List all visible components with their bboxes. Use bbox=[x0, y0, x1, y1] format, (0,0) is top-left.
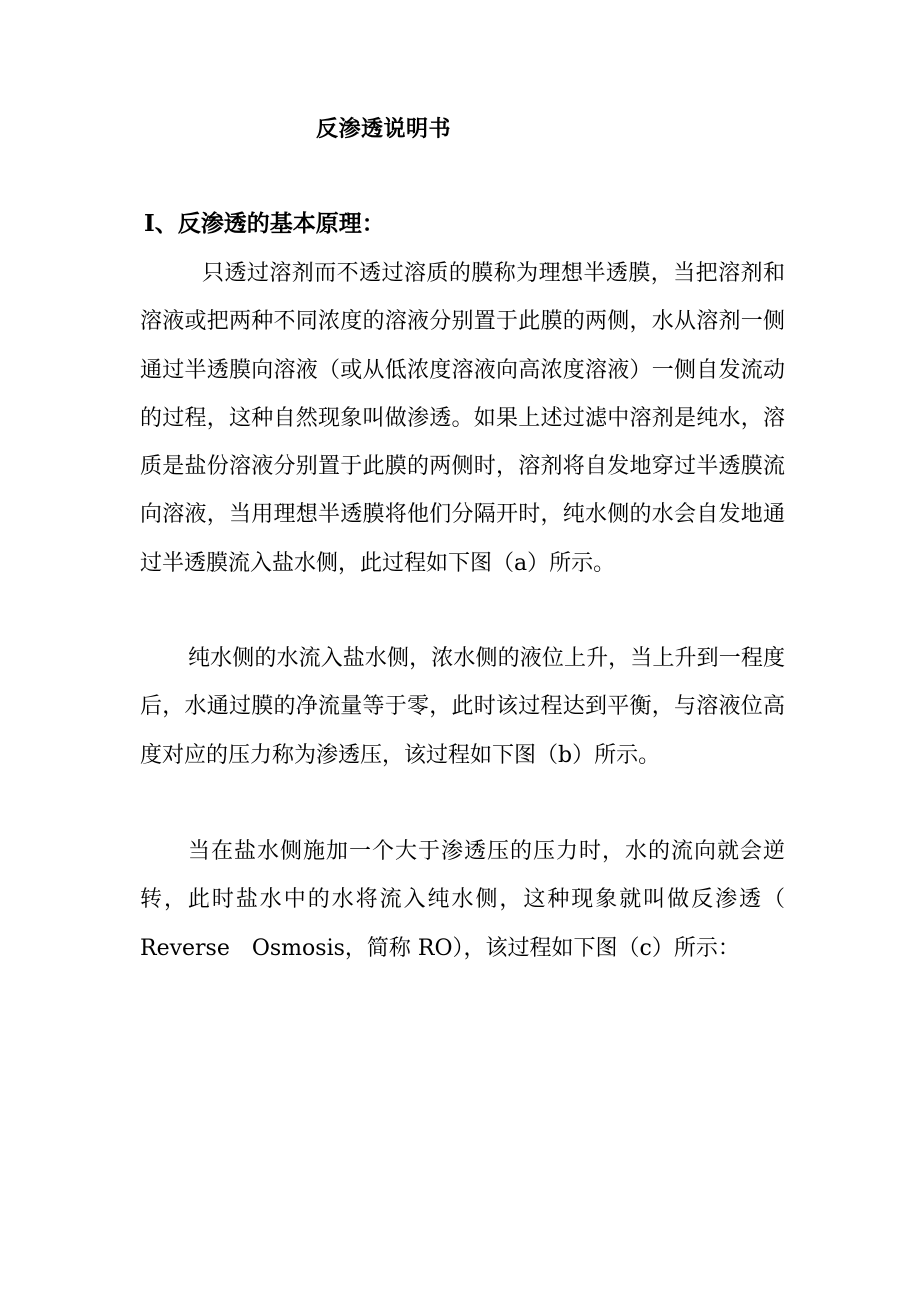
paragraph-osmosis-definition: 只透过溶剂而不透过溶质的膜称为理想半透膜，当把溶剂和溶液或把两种不同浓度的溶液分别置于此膜的两侧，水从溶剂一侧通过半透膜向溶液（或从低浓度溶液向高浓度溶液）一侧自发流动的过程，这种自然现象叫做渗透。如果上述过滤中溶剂是纯水，溶质是盐份溶液分别置于此膜的两侧时，溶剂将自发地穿过半透膜流向溶液，当用理想半透膜将他们分隔开时，纯水侧的水会自发地通过半透膜流入盐水侧，此过程如下图（a）所示。 bbox=[140, 261, 785, 576]
paragraph-osmotic-pressure: 纯水侧的水流入盐水侧，浓水侧的液位上升，当上升到一程度后，水通过膜的净流量等于零，此时该过程达到平衡，与溶液位高度对应的压力称为渗透压，该过程如下图（b）所示。 bbox=[140, 646, 785, 768]
section-heading: Ⅰ、反渗透的基本原理： bbox=[144, 210, 385, 237]
document-title: 反渗透说明书 bbox=[316, 116, 452, 142]
paragraph-reverse-osmosis: 当在盐水侧施加一个大于渗透压的压力时，水的流向就会逆转，此时盐水中的水将流入纯水侧，这种现象就叫做反渗透（ Reverse Osmosis，简称 RO），该过程如下图（c）所示： bbox=[140, 839, 785, 961]
